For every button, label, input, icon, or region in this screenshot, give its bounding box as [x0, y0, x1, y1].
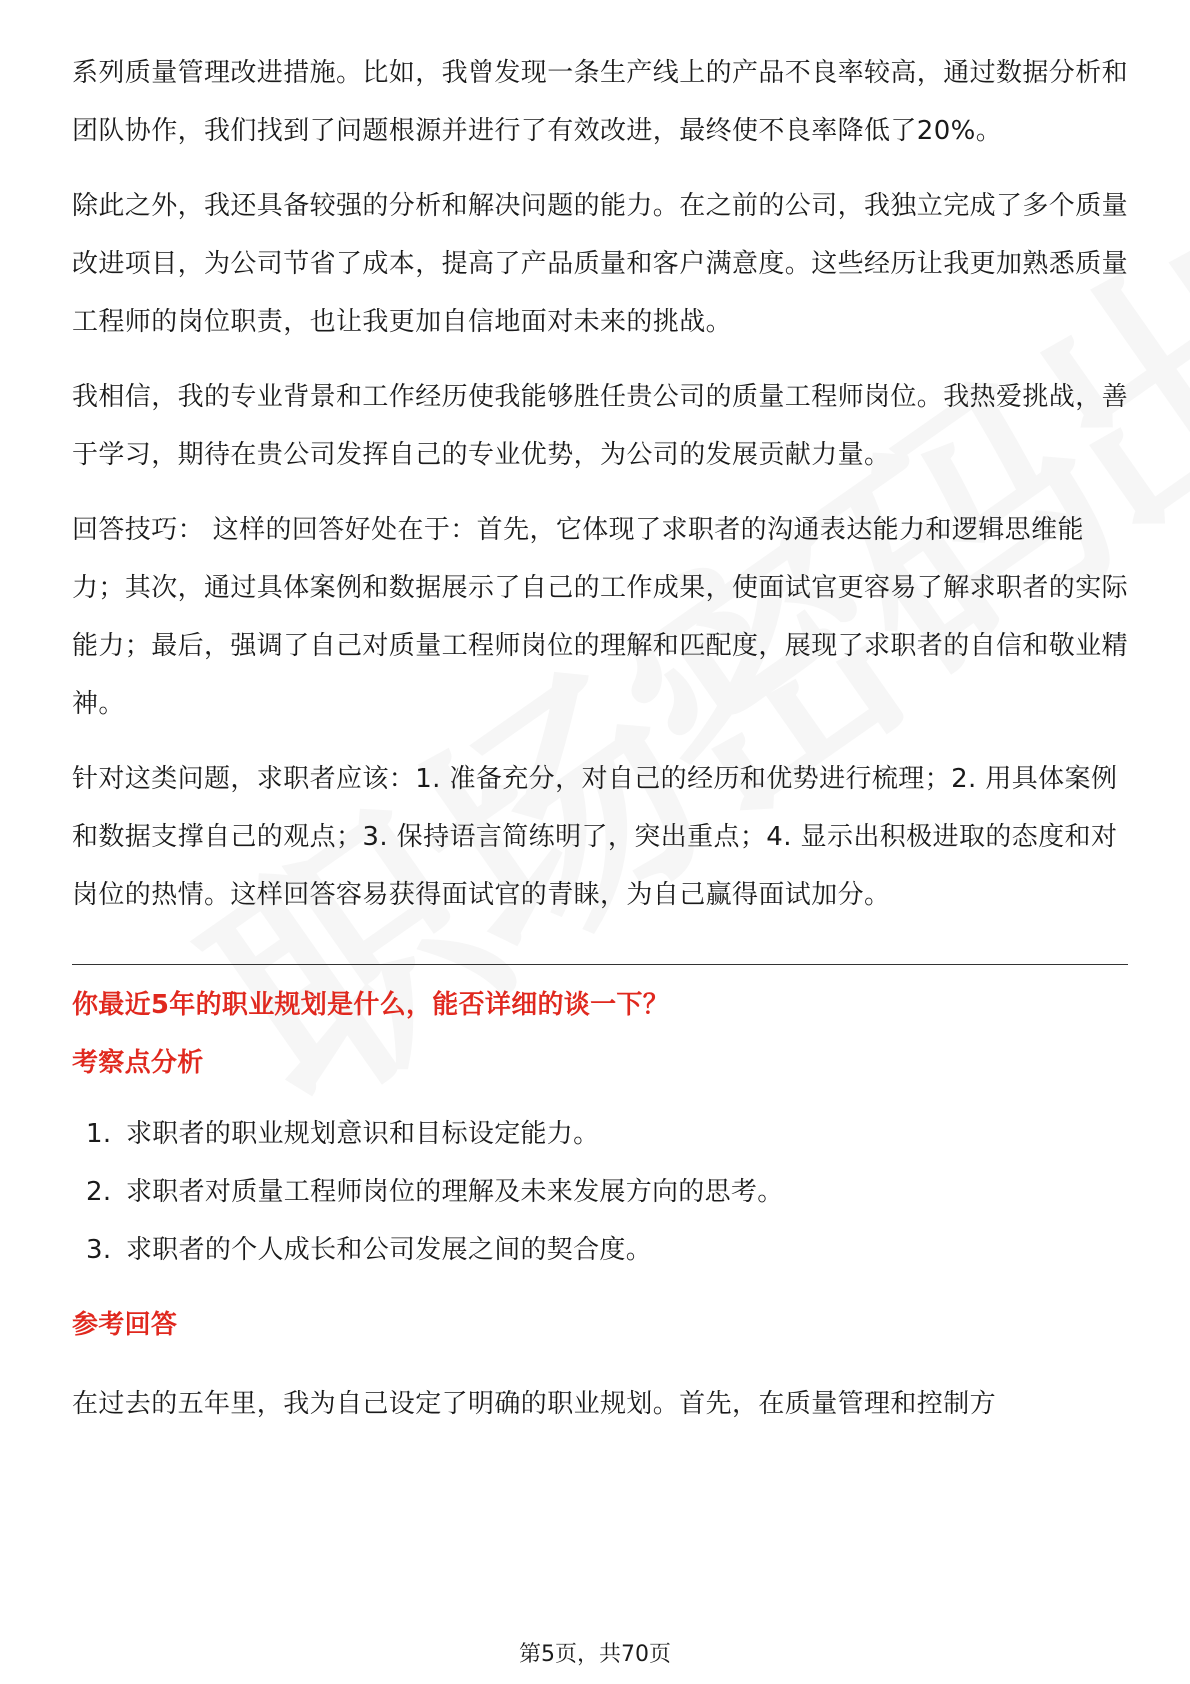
list-item-number: 3. [86, 1235, 112, 1265]
list-item-text: 求职者对质量工程师岗位的理解及未来发展方向的思考。 [126, 1177, 784, 1207]
paragraph: 我相信，我的专业背景和工作经历使我能够胜任贵公司的质量工程师岗位。我热爱挑战，善于学习，期待在贵公司发挥自己的专业优势，为公司的发展贡献力量。 [72, 382, 1129, 470]
list-item [72, 1221, 1128, 1279]
paragraph: 针对这类问题，求职者应该：1. 准备充分，对自己的经历和优势进行梳理；2. 用具体案例和数据支撑自己的观点；3. 保持语言简练明了，突出重点；4. 显示出积极进取的态度和对岗位的热情。这样回答容易获得面试官的青睐，为自己赢得面试加分。 [72, 764, 1118, 910]
page-number: 第5页，共70页 [519, 1642, 671, 1667]
list-item [72, 1163, 1128, 1221]
analysis-list [72, 1105, 1128, 1279]
answer-heading: 参考回答 [72, 1310, 178, 1340]
analysis-heading: 考察点分析 [72, 1048, 204, 1078]
paragraph: 回答技巧： 这样的回答好处在于：首先，它体现了求职者的沟通表达能力和逻辑思维能力；其次，通过具体案例和数据展示了自己的工作成果，使面试官更容易了解求职者的实际能力；最后，强调了自己对质量工程师岗位的理解和匹配度，展现了求职者的自信和敬业精神。 [72, 515, 1129, 719]
paragraph: 系列质量管理改进措施。比如，我曾发现一条生产线上的产品不良率较高，通过数据分析和团队协作，我们找到了问题根源并进行了有效改进，最终使不良率降低了20%。 [72, 58, 1129, 146]
list-item [72, 1105, 1128, 1163]
answer-paragraph: 在过去的五年里，我为自己设定了明确的职业规划。首先，在质量管理和控制方 [72, 1389, 997, 1419]
list-item-text: 求职者的职业规划意识和目标设定能力。 [126, 1119, 600, 1149]
list-item-number: 1. [86, 1119, 112, 1149]
document-body [72, 44, 1128, 1433]
paragraph: 除此之外，我还具备较强的分析和解决问题的能力。在之前的公司，我独立完成了多个质量改进项目，为公司节省了成本，提高了产品质量和客户满意度。这些经历让我更加熟悉质量工程师的岗位职责，也让我更加自信地面对未来的挑战。 [72, 191, 1129, 337]
list-item-number: 2. [86, 1177, 112, 1207]
question-heading: 你最近5年的职业规划是什么，能否详细的谈一下？ [72, 990, 669, 1020]
list-item-text: 求职者的个人成长和公司发展之间的契合度。 [126, 1235, 653, 1265]
section-divider [72, 964, 1128, 965]
